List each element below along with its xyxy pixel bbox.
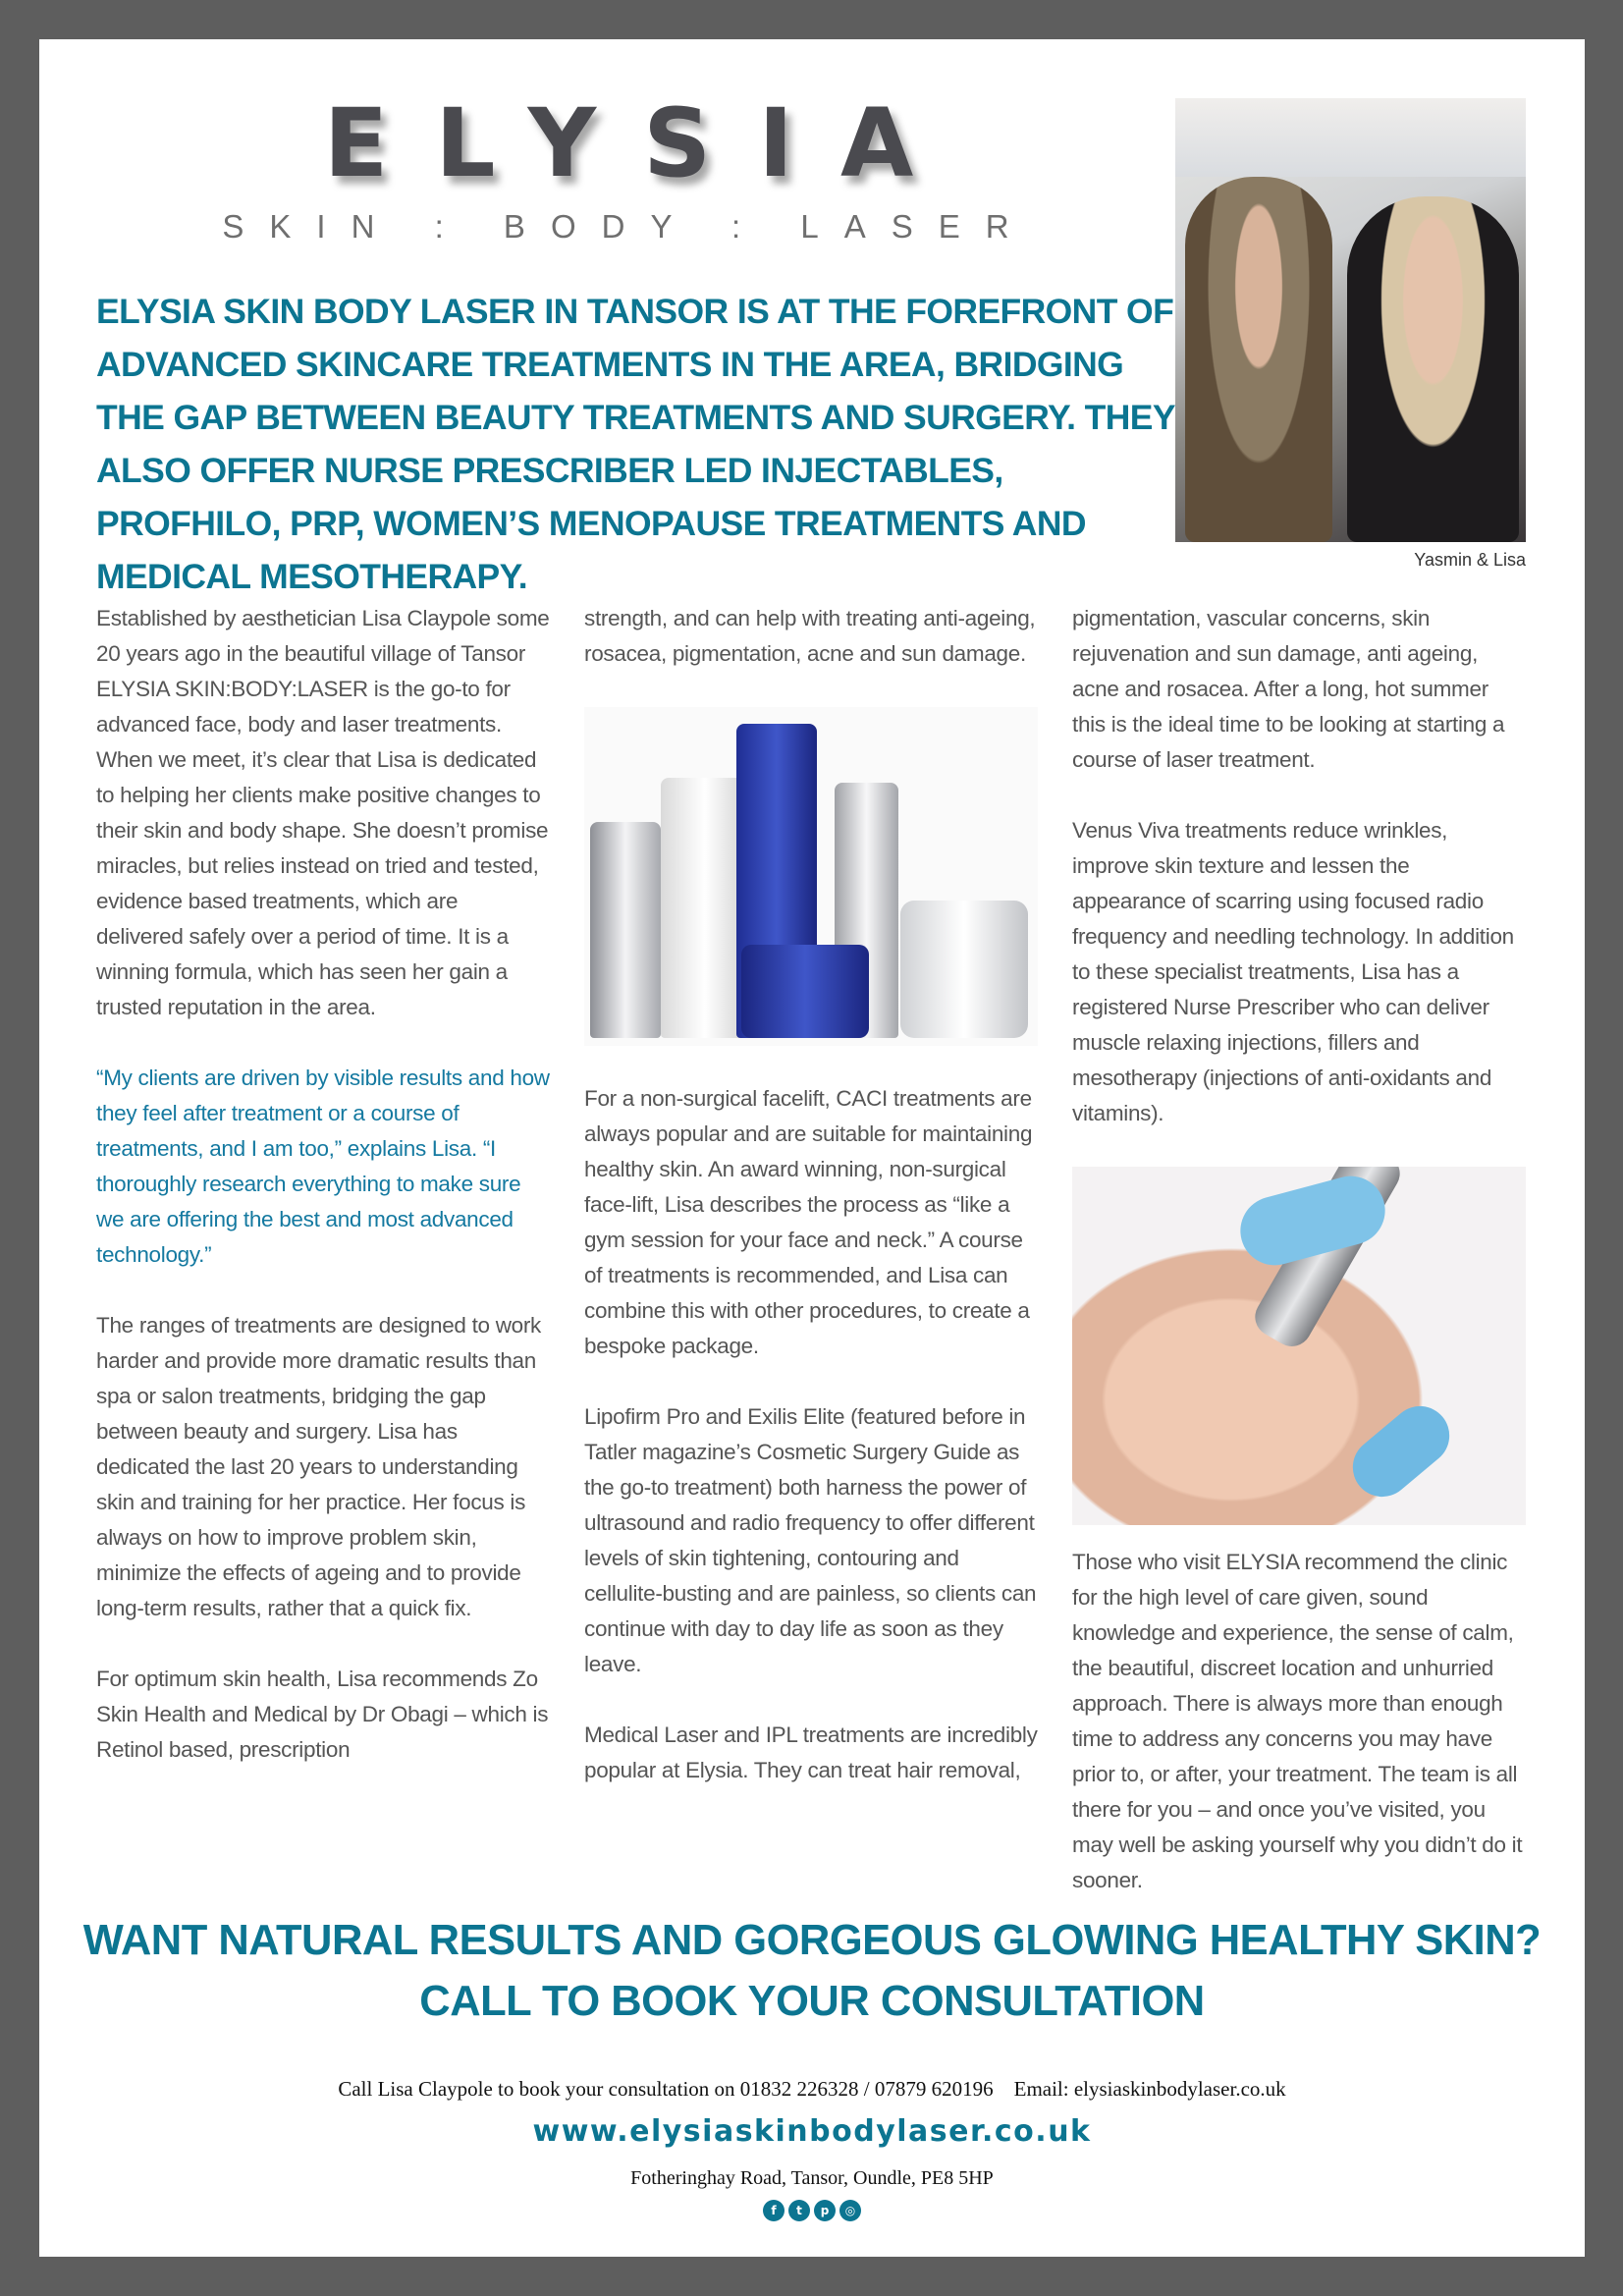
- product-photo: [584, 707, 1038, 1046]
- paragraph: Venus Viva treatments reduce wrinkles, improve skin texture and lessen the appearance of scarring using focused radio frequency and needling technology. In addition to these specialist treatments, Lisa has a registered Nurse Prescriber who can deliver muscle relaxing injections, fillers and mesotherapy (injections of anti-oxidants and vitamins).: [1072, 818, 1514, 1125]
- social-icons: [39, 2200, 1585, 2221]
- paragraph: For optimum skin health, Lisa recommends Zo Skin Health and Medical by Dr Obagi – which is Retinol based, prescription: [96, 1667, 549, 1762]
- article-column-3: [1072, 601, 1526, 1934]
- facial-treatment-photo: [1072, 1167, 1526, 1525]
- website-link[interactable]: www.elysiaskinbodylaser.co.uk: [532, 2114, 1092, 2149]
- paragraph: strength, and can help with treating anti-ageing, rosacea, pigmentation, acne and sun damage.: [584, 606, 1036, 666]
- paragraph: The ranges of treatments are designed to work harder and provide more dramatic results than spa or salon treatments, bridging the gap between beauty and surgery. Lisa has dedicated the last 20 years to understanding skin and training for her practice. Her focus is always on how to improve problem skin, minimize the effects of ageing and to provide long-term results, rather that a quick fix.: [96, 1313, 542, 1620]
- instagram-icon[interactable]: ◎: [839, 2200, 861, 2221]
- pinterest-icon[interactable]: p: [814, 2200, 836, 2221]
- headline: ELYSIA SKIN BODY LASER IN TANSOR IS AT THE FOREFRONT OF ADVANCED SKINCARE TREATMENTS IN THE AREA, BRIDGING THE GAP BETWEEN BEAUTY TREATMENTS AND SURGERY. THEY ALSO OFFER NURSE PRESCRIBER LED INJECTABLES, PROFHILO, PRP, WOMEN’S MENOPAUSE TREATMENTS AND MEDICAL MESOTHERAPY.: [96, 292, 1175, 596]
- photo-caption: Yasmin & Lisa: [1414, 550, 1526, 570]
- address-line: Fotheringhay Road, Tansor, Oundle, PE8 5HP: [630, 2167, 994, 2189]
- paragraph: Established by aesthetician Lisa Claypole some 20 years ago in the beautiful village of Tansor ELYSIA SKIN:BODY:LASER is the go-to for advanced face, body and laser treatments. When we meet, it’s clear that Lisa is dedicated to helping her clients make positive changes to their skin and body shape. She doesn’t promise miracles, but relies instead on tried and tested, evidence based treatments, which are delivered safely over a period of time. It is a winning formula, which has seen her gain a trusted reputation in the area.: [96, 606, 550, 1019]
- pull-quote: “My clients are driven by visible results and how they feel after treatment or a course of treatments, and I am too,” explains Lisa. “I thoroughly research everything to make sure we are offering the best and most advanced technology.”: [96, 1066, 550, 1267]
- contact-line: Call Lisa Claypole to book your consultation on 01832 226328 / 07879 620196 Email: elysiaskinbodylaser.co.uk: [338, 2077, 1286, 2101]
- paragraph: Lipofirm Pro and Exilis Elite (featured before in Tatler magazine’s Cosmetic Surgery Guide as the go-to treatment) both harness the power of ultrasound and radio frequency to offer different levels of skin tightening, contouring and cellulite-busting and are painless, so clients can continue with day to day life as soon as they leave.: [584, 1404, 1037, 1676]
- cta-line-2: CALL TO BOOK YOUR CONSULTATION: [419, 1978, 1205, 2025]
- paragraph: For a non-surgical facelift, CACI treatments are always popular and are suitable for maintaining healthy skin. An award winning, non-surgical face-lift, Lisa describes the process as “like a gym session for your face and neck.” A course of treatments is recommended, and Lisa can combine this with other procedures, to create a bespoke package.: [584, 1086, 1033, 1358]
- brand-tagline: SKIN : BODY : LASER: [222, 208, 1035, 245]
- magazine-page: [39, 39, 1585, 2257]
- twitter-icon[interactable]: t: [788, 2200, 810, 2221]
- owners-photo: [1175, 98, 1526, 542]
- brand-logo: ELYSIA: [323, 88, 961, 198]
- paragraph: pigmentation, vascular concerns, skin rejuvenation and sun damage, anti ageing, acne and rosacea. After a long, hot summer this is the ideal time to be looking at starting a course of laser treatment.: [1072, 606, 1505, 772]
- facebook-icon[interactable]: f: [763, 2200, 784, 2221]
- cta-line-1: WANT NATURAL RESULTS AND GORGEOUS GLOWING HEALTHY SKIN?: [82, 1917, 1542, 1964]
- article-column-1: [96, 601, 550, 1803]
- paragraph: Medical Laser and IPL treatments are incredibly popular at Elysia. They can treat hair removal,: [584, 1722, 1038, 1782]
- paragraph: Those who visit ELYSIA recommend the clinic for the high level of care given, sound knowledge and experience, the sense of calm, the beautiful, discreet location and unhurried approach. There is always more than enough time to address any concerns you may have prior to, or after, your treatment. The team is all there for you – and once you’ve visited, you may well be asking yourself why you didn’t do it sooner.: [1072, 1550, 1523, 1892]
- article-column-2: [584, 601, 1038, 1824]
- call-to-action: [39, 1910, 1585, 2032]
